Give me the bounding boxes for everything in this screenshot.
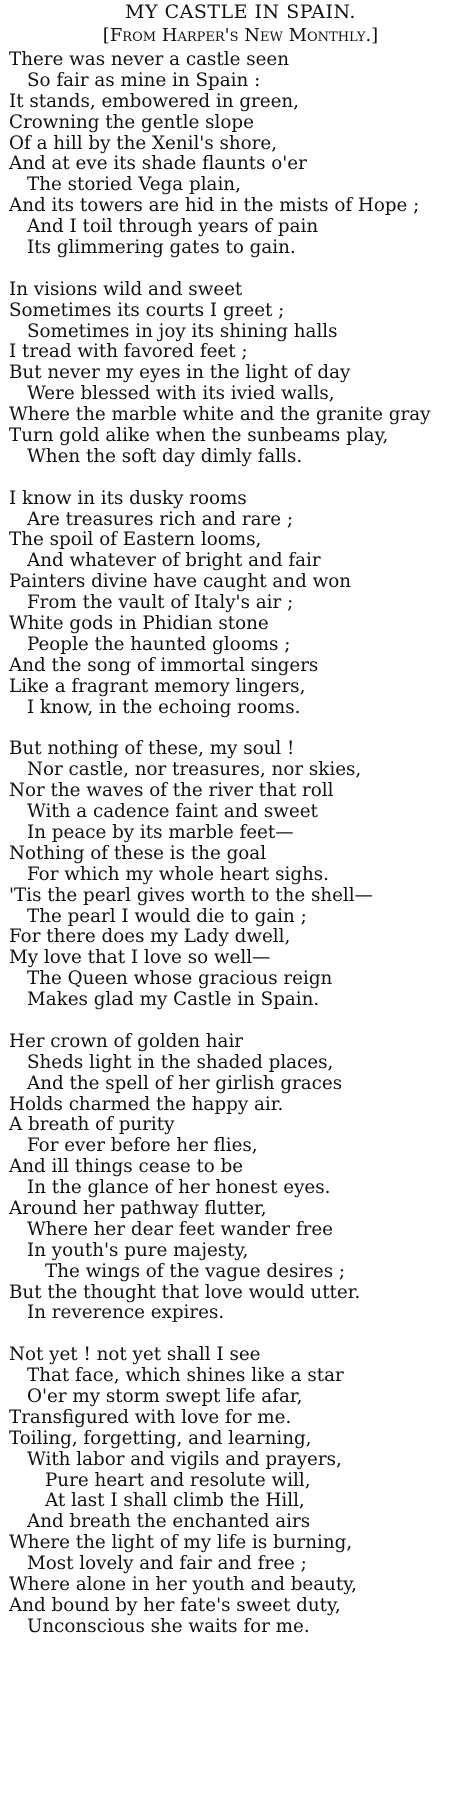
stanza xyxy=(9,739,472,1011)
poem-line: In reverence expires. xyxy=(27,1302,225,1324)
poem-line: Turn gold alike when the sunbeams play, xyxy=(9,425,389,447)
poem-line: Are treasures rich and rare ; xyxy=(27,508,294,530)
poem-line: Not yet ! not yet shall I see xyxy=(9,1344,261,1366)
poem-line: The wings of the vague desires ; xyxy=(45,1260,346,1282)
poem-line: With labor and vigils and prayers, xyxy=(27,1448,342,1470)
poem-line: Where her dear feet wander free xyxy=(27,1218,333,1240)
poem-line: Makes glad my Castle in Spain. xyxy=(27,989,320,1011)
poem-line: It stands, embowered in green, xyxy=(9,90,299,112)
poem-title: MY CASTLE IN SPAIN. xyxy=(125,1,356,23)
poem-line: And the song of immortal singers xyxy=(9,654,319,676)
poem-line: And breath the enchanted airs xyxy=(27,1511,311,1533)
poem-line: That face, which shines like a star xyxy=(27,1365,344,1387)
poem-line: For ever before her flies, xyxy=(27,1135,258,1157)
poem-line: Where the marble white and the granite gray xyxy=(9,404,431,426)
poem-line: Of a hill by the Xenil's shore, xyxy=(9,132,278,154)
poem-line: White gods in Phidian stone xyxy=(9,613,269,635)
poem-line: And whatever of bright and fair xyxy=(27,550,321,572)
poem-line: When the soft day dimly falls. xyxy=(27,445,303,467)
poem-line: Were blessed with its ivied walls, xyxy=(27,383,335,405)
poem-line: Most lovely and fair and free ; xyxy=(27,1553,307,1575)
poem-line: But never my eyes in the light of day xyxy=(9,362,351,384)
poem-source-attribution: [From Harper's New Monthly.] xyxy=(102,25,379,46)
poem-line: In peace by its marble feet— xyxy=(27,821,294,843)
poem-line: I tread with favored feet ; xyxy=(9,341,248,363)
poem-line: And its towers are hid in the mists of Hope ; xyxy=(9,195,420,217)
poem-line: In youth's pure majesty, xyxy=(27,1239,249,1261)
poem-line: Sometimes its courts I greet ; xyxy=(9,299,285,321)
poem-line: 'Tis the pearl gives worth to the shell— xyxy=(9,884,373,906)
poem-line: In visions wild and sweet xyxy=(9,278,243,300)
poem-line: Nor castle, nor treasures, nor skies, xyxy=(27,759,362,781)
poem-line: Around her pathway flutter, xyxy=(9,1197,267,1219)
stanza xyxy=(9,50,472,259)
poem-line: So fair as mine in Spain : xyxy=(27,69,261,91)
poem-line: And I toil through years of pain xyxy=(27,216,319,238)
poem-line: The Queen whose gracious reign xyxy=(27,968,333,990)
poem-line: O'er my storm swept life afar, xyxy=(27,1386,303,1407)
poem-line: And at eve its shade flaunts o'er xyxy=(9,153,307,175)
stanza xyxy=(9,280,472,468)
poem-line: The spoil of Eastern looms, xyxy=(9,529,262,551)
poem-line: Toiling, forgetting, and learning, xyxy=(9,1427,312,1449)
poem-line: Nothing of these is the goal xyxy=(9,842,267,864)
poem-line: Unconscious she waits for me. xyxy=(27,1615,310,1637)
poem-line: Sometimes in joy its shining halls xyxy=(27,320,338,342)
poem-line: Where the light of my life is burning, xyxy=(9,1532,353,1554)
poem-line: Its glimmering gates to gain. xyxy=(27,237,296,259)
poem-line: Sheds light in the shaded places, xyxy=(27,1051,334,1073)
poem-line: Her crown of golden hair xyxy=(9,1030,244,1052)
poem-line: I know, in the echoing rooms. xyxy=(27,696,301,718)
poem-line: The pearl I would die to gain ; xyxy=(27,905,307,927)
poem-line: A breath of purity xyxy=(9,1114,175,1136)
poem-line: From the vault of Italy's air ; xyxy=(27,592,294,614)
poem-line: The storied Vega plain, xyxy=(27,174,241,196)
poem-line: For there does my Lady dwell, xyxy=(9,926,291,948)
poem-line: Painters divine have caught and won xyxy=(9,571,352,593)
poem-line: Transfigured with love for me. xyxy=(9,1406,292,1428)
poem-line: My love that I love so well— xyxy=(9,947,271,969)
poem-line: And bound by her fate's sweet duty, xyxy=(9,1594,341,1616)
poem-line: With a cadence faint and sweet xyxy=(27,801,318,823)
poem-line: There was never a castle seen xyxy=(9,49,290,70)
poem-line: But the thought that love would utter. xyxy=(9,1281,361,1303)
poem-body xyxy=(9,50,472,1638)
poem-line: I know in its dusky rooms xyxy=(9,487,247,509)
poem-line: And the spell of her girlish graces xyxy=(27,1072,343,1094)
stanza xyxy=(9,1345,472,1637)
stanza xyxy=(9,1032,472,1324)
poem-line: At last I shall climb the Hill, xyxy=(45,1490,305,1512)
poem-line: Like a fragrant memory lingers, xyxy=(9,675,306,697)
stanza xyxy=(9,489,472,719)
poem-line: In the glance of her honest eyes. xyxy=(27,1177,331,1199)
poem-line: Pure heart and resolute will, xyxy=(45,1469,311,1491)
poem-line: But nothing of these, my soul ! xyxy=(9,738,295,760)
poem-line: Holds charmed the happy air. xyxy=(9,1093,284,1115)
poem-line: And ill things cease to be xyxy=(9,1156,244,1178)
poem-line: For which my whole heart sighs. xyxy=(27,863,329,885)
poem-line: Nor the waves of the river that roll xyxy=(9,780,334,802)
poem-line: Where alone in her youth and beauty, xyxy=(9,1574,357,1596)
poem-line: People the haunted glooms ; xyxy=(27,633,291,655)
poem-line: Crowning the gentle slope xyxy=(9,111,254,133)
